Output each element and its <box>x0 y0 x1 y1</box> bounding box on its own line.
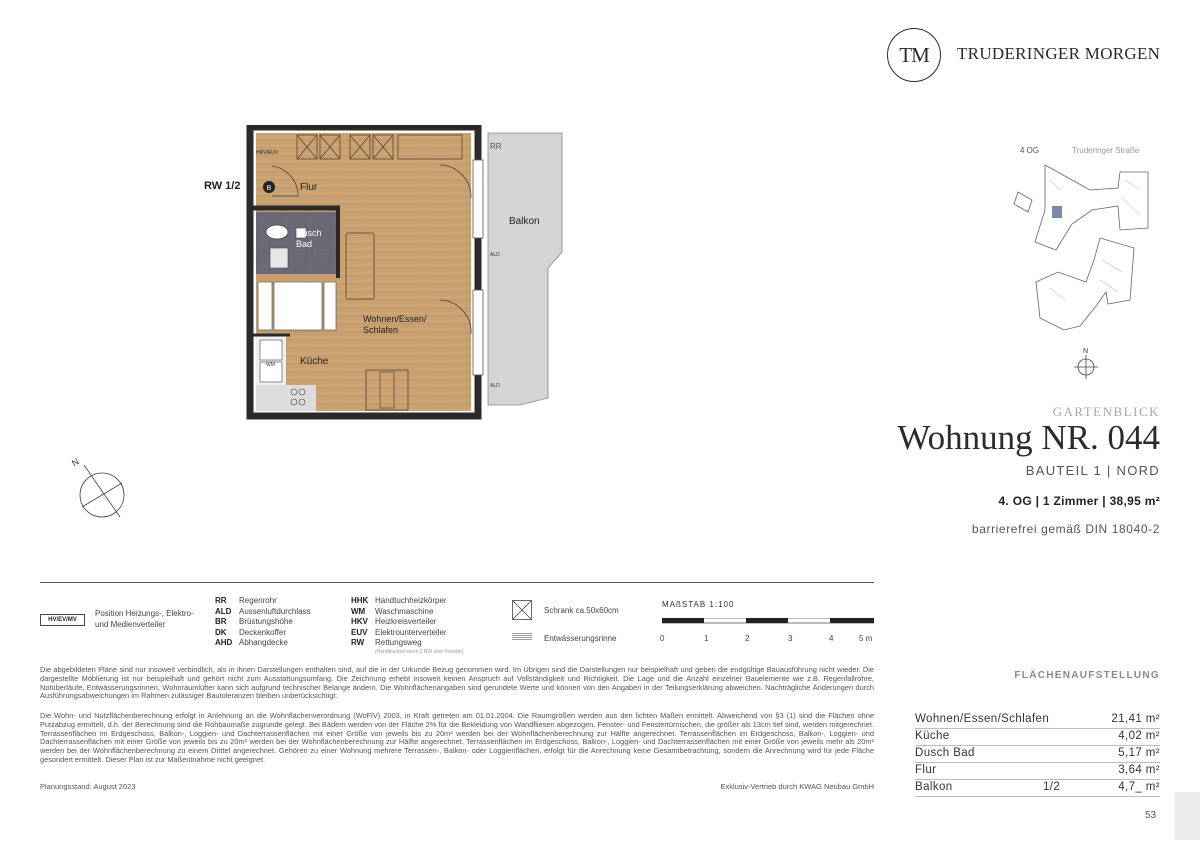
legend-value: Aussenluftdurchlass <box>239 606 311 616</box>
legend-key: WM <box>351 606 366 616</box>
apartment-barrier: barrierefrei gemäß DIN 18040-2 <box>971 522 1160 536</box>
legend-value: Handtuchheizkörper <box>375 596 447 605</box>
wm-mark: WM <box>266 362 275 368</box>
rw-label: RW 1/2 <box>204 180 241 192</box>
legend-key: AHD <box>215 638 233 647</box>
scale-title: MAßSTAB 1:100 <box>662 600 735 609</box>
legend-key: HHK <box>351 596 369 605</box>
legend-row <box>215 617 311 628</box>
area-row <box>915 780 1160 797</box>
legend-abbr-col-1 <box>215 596 311 649</box>
page-number: 53 <box>1145 810 1157 821</box>
area-table <box>915 712 1160 797</box>
site-floor-label: 4 OG <box>1020 146 1040 155</box>
legend-row <box>351 617 464 628</box>
legend-row <box>215 596 311 607</box>
room-label-kueche: Küche <box>300 356 329 367</box>
legend-key: ALD <box>215 606 232 616</box>
legend-value: Elektrounterverteiler <box>375 627 447 637</box>
legend-hv-box: HV/EV/MV <box>40 614 85 626</box>
rinne-icon <box>512 633 532 641</box>
area-factor: 1/2 <box>1043 781 1061 793</box>
legend-hv-text: Position Heizungs-, Elektro- und Medienverteiler <box>95 609 194 629</box>
legend-row <box>351 638 464 649</box>
room-label-dusch: Dusch <box>296 228 322 238</box>
area-value: 5,17 m² <box>1118 747 1160 759</box>
room-label-balkon: Balkon <box>509 216 540 227</box>
legend-value: Regenrohr <box>239 596 277 605</box>
hkv-mark: HKV/EUV <box>256 150 278 156</box>
area-value: 21,41 m² <box>1111 713 1160 725</box>
room-label-bad: Bad <box>296 239 313 249</box>
area-name: Dusch Bad <box>915 747 975 759</box>
site-street-label: Truderinger Straße <box>1072 146 1140 155</box>
room-label-schlafen: Schlafen <box>363 325 399 335</box>
legend-row <box>351 607 464 618</box>
legend-schrank: Schrank ca.50x60cm <box>544 606 619 615</box>
compass-icon <box>70 453 130 519</box>
legend-row <box>215 628 311 639</box>
legend-key: BR <box>215 617 227 626</box>
legend-abbr-col-2 <box>351 596 464 656</box>
disclaimer-plans: Die abgebildeten Pläne sind nur insoweit verbindlich, als in ihnen Darstellungen enthalten sind, auf die in der Urkunde Bezug genommen wird. Im Übrigen sind die Darstellungen nur beispielhaft und geben die endgültige Bauausführung nicht wieder. Die dargestellte Möblierung ist nur beispielhaft und gehört nicht zum Ausstattungsumfang. Die Zeichnung erhebt insoweit keinen Anspruch auf Vollständigkeit und Richtigkeit. Die Lage und die Anzahl einzelner Bauelemente wie z.B. Regenfallrohre, Notüberläufe, Entwässerungsrinnen, Wohnraumlüfter kann sich aufgrund technischer Belange ändern. Die Wohnflächenangaben sind gerundete Werte und können von den Angaben in der Teilungserklärung abweichen. Nachträgliche Änderungen durch Ausführungsabweichungen im Rahmen zulässiger Bautoleranzen bleiben unberücksichtigt. <box>40 665 874 701</box>
apartment-title: Wohnung NR. 044 <box>897 418 1160 457</box>
rr-mark: RR <box>490 142 502 151</box>
legend-value: Waschmaschine <box>375 606 434 616</box>
legend-value: Deckenkoffer <box>239 627 286 637</box>
area-name: Balkon <box>915 781 953 793</box>
scale-number: 4 <box>829 634 834 643</box>
area-name: Küche <box>915 730 950 742</box>
scale-number: 3 <box>788 634 793 643</box>
corner-watermark <box>1175 792 1200 840</box>
compass-north-label: N <box>70 456 81 469</box>
scale-number: 2 <box>745 634 750 643</box>
legend-row <box>351 628 464 639</box>
area-row <box>915 746 1160 763</box>
legend-key: RW <box>351 638 365 647</box>
legend-key: EUV <box>351 627 368 637</box>
area-value: 3,64 m² <box>1118 764 1160 776</box>
area-row <box>915 712 1160 729</box>
b-marker: B <box>266 185 272 192</box>
scale-number: 0 <box>660 634 665 643</box>
area-row <box>915 763 1160 780</box>
legend-value: Brüstungshöhe <box>239 617 293 626</box>
plan-date: Planungsstand: August 2023 <box>40 782 136 791</box>
legend-row <box>215 638 311 649</box>
area-value: 4,7_ m² <box>1118 781 1160 793</box>
legend-value: Abhangdecke <box>239 638 288 647</box>
area-row <box>915 729 1160 746</box>
legend-value: Heizkreisverteiler <box>375 617 437 626</box>
legend-key: DK <box>215 627 227 637</box>
brand-name: TRUDERINGER MORGEN <box>957 44 1161 63</box>
disclaimer-area-calc: Die Wohn- und Nutzflächenberechnung erfolgt in Anlehnung an die Wohnflächenverordnung (WoFlV) 2003, in Kraft getreten am 01.01.2004. Die Raumgrößen werden aus den lichten Maßen ermittelt. Abweichend von §3 (1) sind die Flächen ohne Putzabzug ermittelt, d.h. der Berechnung sind die Rohbaumaße zugrunde gelegt. Bei Bädern werden von der Fläche 2% für die Bekleidung von Wandfliesen abgezogen. Fenster- und Fenstertürnischen, die größer als 13cm tief sind, werden mitgerechnet. Terrassenflächen im Erdgeschoss, Balkon-, Loggien- und Dachterrassenflächen mit einer Größe von jeweils bis zu 20m² werden bei der Wohnflächenberechnung zur Hälfte angerechnet. Terrassenflächen im Erdgeschoss, Balkon-, Loggien- und Dachterrassenflächen mit einer Größe von jeweils bis zu 20m² werden bei der Wohnflächenberechnung zur Hälfte angerechnet. Terrassenflächen im Erdgeschoss, Balkon-, Loggien- und Dachterrassenflächen mit einer Größe von jeweils mehr als 20m² werden bei der Wohnflächenberechnung zu einem Drittel angerechnet. Gehören zu einer Wohnung mehrere Terrassen-, Balkon- oder Loggienflächen, erfolgt für die Anrechnung keine Gesamtbetrachtung, sondern die Anrechnung wird für jede Fläche gesondert ermittelt. Dieser Plan ist zur Maßentnahme nicht geeignet. <box>40 711 874 764</box>
legend-row <box>215 607 311 618</box>
brand-logo: TM <box>887 28 941 82</box>
area-table-title: FLÄCHENAUFSTELLUNG <box>1014 670 1160 681</box>
apartment-subtitle: GARTENBLICK <box>1052 404 1160 419</box>
scale-bar <box>662 618 874 648</box>
scale-number: 1 <box>704 634 709 643</box>
legend-key: RR <box>215 596 227 605</box>
schrank-icon <box>512 600 532 620</box>
legend-rinne: Entwässerungsrinne <box>544 634 617 643</box>
legend-row <box>351 596 464 607</box>
legend-key: HKV <box>351 617 368 626</box>
area-value: 4,02 m² <box>1118 730 1160 742</box>
site-plan <box>1010 140 1165 380</box>
room-label-wohnen: Wohnen/Essen/ <box>363 314 427 324</box>
scale-number: 5 m <box>859 634 873 643</box>
legend-rw-note: (Handbuchrel wenn 2 RW über Fenster) <box>375 648 464 655</box>
legend-divider <box>40 582 874 583</box>
area-name: Flur <box>915 764 937 776</box>
apartment-bauteil: BAUTEIL 1 | NORD <box>1025 463 1160 478</box>
legend-value: Rettungsweg <box>375 638 422 647</box>
vertrieb-note: Exklusiv-Vertrieb durch KWAG Neubau GmbH <box>720 782 874 791</box>
floor-plan <box>196 125 586 425</box>
apartment-facts: 4. OG | 1 Zimmer | 38,95 m² <box>998 494 1160 508</box>
site-north-label: N <box>1083 348 1089 355</box>
area-name: Wohnen/Essen/Schlafen <box>915 713 1050 725</box>
room-label-flur: Flur <box>300 182 318 193</box>
ald-mark: ALD <box>490 252 500 258</box>
ald-mark: ALD <box>490 383 500 389</box>
